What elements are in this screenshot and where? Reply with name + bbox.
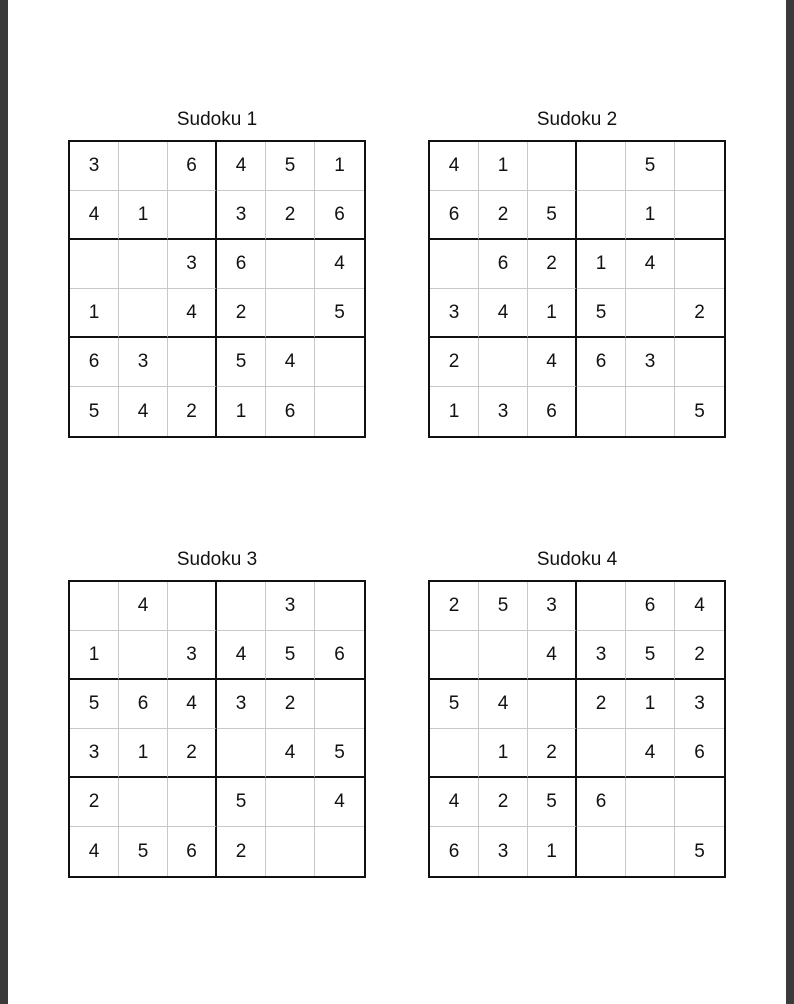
sudoku-cell [168, 582, 217, 631]
sudoku-cell [217, 729, 266, 778]
sudoku-cell: 5 [70, 680, 119, 729]
sudoku-cell: 4 [119, 387, 168, 436]
sudoku-cell [479, 631, 528, 680]
sudoku-cell: 1 [70, 631, 119, 680]
sudoku-cell: 6 [70, 338, 119, 387]
sudoku-cell [315, 680, 364, 729]
worksheet-page [8, 0, 786, 1004]
sudoku-cell: 4 [266, 729, 315, 778]
sudoku-cell: 4 [168, 289, 217, 338]
sudoku-cell: 3 [70, 142, 119, 191]
sudoku-cell [626, 289, 675, 338]
sudoku-cell [119, 240, 168, 289]
sudoku-cell [675, 240, 724, 289]
sudoku-cell: 5 [694, 840, 705, 862]
sudoku-puzzle-4 [428, 548, 726, 878]
sudoku-cell: 2 [168, 387, 217, 436]
sudoku-cell [266, 240, 315, 289]
sudoku-cell: 2 [577, 680, 626, 729]
sudoku-cell: 4 [626, 240, 675, 289]
sudoku-cell: 3 [217, 680, 266, 729]
sudoku-cell: 5 [266, 631, 315, 680]
sudoku-cell [577, 142, 626, 191]
sudoku-cell: 3 [217, 191, 266, 240]
sudoku-cell [315, 338, 364, 387]
sudoku-cell: 1 [217, 387, 266, 436]
sudoku-cell: 3 [675, 680, 724, 729]
sudoku-cell: 1 [479, 142, 528, 191]
sudoku-cell: 4 [626, 729, 675, 778]
sudoku-cell [577, 729, 626, 778]
sudoku-cell: 6 [577, 778, 626, 827]
sudoku-cell: 3 [479, 827, 528, 876]
sudoku-cell: 6 [626, 582, 675, 631]
sudoku-cell [315, 827, 364, 876]
sudoku-cell: 6 [168, 827, 217, 876]
sudoku-grid [68, 140, 366, 438]
puzzle-title: Sudoku 4 [536, 549, 618, 570]
sudoku-cell: 5 [528, 191, 577, 240]
sudoku-cell: 3 [119, 338, 168, 387]
puzzle-title: Sudoku 1 [176, 109, 258, 130]
sudoku-cell: 1 [70, 289, 119, 338]
sudoku-cell: 2 [479, 191, 528, 240]
sudoku-cell: 4 [479, 289, 528, 338]
sudoku-cell: 4 [430, 778, 479, 827]
sudoku-cell: 2 [479, 778, 528, 827]
sudoku-cell: 4 [217, 142, 266, 191]
sudoku-cell: 1 [479, 729, 528, 778]
sudoku-cell: 1 [430, 387, 479, 436]
sudoku-cell: 6 [577, 338, 626, 387]
sudoku-cell [479, 338, 528, 387]
sudoku-cell: 3 [430, 289, 479, 338]
sudoku-cell: 3 [168, 631, 217, 680]
sudoku-cell [217, 582, 266, 631]
sudoku-cell: 4 [266, 338, 315, 387]
sudoku-cell: 4 [315, 778, 364, 827]
sudoku-cell: 4 [70, 827, 119, 876]
sudoku-cell: 6 [430, 191, 479, 240]
sudoku-cell: 5 [528, 778, 577, 827]
sudoku-cell: 2 [430, 582, 479, 631]
sudoku-cell: 1 [528, 827, 577, 876]
sudoku-cell: 2 [675, 289, 724, 338]
sudoku-cell [315, 582, 364, 631]
sudoku-cell [168, 778, 217, 827]
sudoku-cell [675, 142, 724, 191]
sudoku-cell: 4 [479, 680, 528, 729]
sudoku-cell: 3 [168, 240, 217, 289]
sudoku-cell: 1 [626, 680, 675, 729]
sudoku-cell: 5 [119, 827, 168, 876]
sudoku-cell: 5 [315, 729, 364, 778]
sudoku-cell: 4 [217, 631, 266, 680]
sudoku-cell [430, 729, 479, 778]
sudoku-grid [68, 580, 366, 878]
sudoku-cell: 2 [675, 631, 724, 680]
sudoku-cell: 4 [119, 582, 168, 631]
sudoku-cell: 6 [217, 240, 266, 289]
sudoku-cell: 6 [479, 240, 528, 289]
sudoku-cell [626, 827, 675, 876]
sudoku-grid [428, 140, 726, 438]
sudoku-cell [675, 778, 724, 827]
sudoku-cell: 3 [577, 631, 626, 680]
sudoku-cell [70, 582, 119, 631]
sudoku-cell [266, 289, 315, 338]
sudoku-cell [528, 142, 577, 191]
sudoku-cell [266, 827, 315, 876]
sudoku-cell: 2 [266, 191, 315, 240]
sudoku-cell [577, 387, 626, 436]
sudoku-cell: 2 [168, 729, 217, 778]
sudoku-cell: 1 [315, 142, 364, 191]
sudoku-cell: 6 [528, 387, 577, 436]
sudoku-cell: 1 [626, 191, 675, 240]
sudoku-cell [168, 338, 217, 387]
sudoku-cell: 4 [675, 582, 724, 631]
sudoku-cell [577, 582, 626, 631]
sudoku-cell: 5 [315, 289, 364, 338]
sudoku-cell [577, 191, 626, 240]
sudoku-cell: 4 [315, 240, 364, 289]
sudoku-cell: 6 [168, 142, 217, 191]
sudoku-cell [119, 778, 168, 827]
sudoku-cell: 5 [577, 289, 626, 338]
sudoku-cell: 3 [479, 387, 528, 436]
sudoku-cell [168, 191, 217, 240]
sudoku-cell: 1 [528, 289, 577, 338]
sudoku-cell: 5 [217, 338, 266, 387]
sudoku-cell: 2 [266, 680, 315, 729]
sudoku-cell: 5 [70, 387, 119, 436]
sudoku-cell: 2 [528, 729, 577, 778]
sudoku-cell: 1 [119, 729, 168, 778]
sudoku-cell: 2 [528, 240, 577, 289]
sudoku-cell: 6 [430, 827, 479, 876]
sudoku-cell [626, 387, 675, 436]
sudoku-cell: 5 [266, 142, 315, 191]
sudoku-cell: 1 [577, 240, 626, 289]
sudoku-cell [675, 338, 724, 387]
sudoku-cell: 4 [168, 680, 217, 729]
sudoku-cell: 4 [430, 142, 479, 191]
sudoku-cell [577, 827, 626, 876]
sudoku-cell: 3 [266, 582, 315, 631]
sudoku-cell: 6 [266, 387, 315, 436]
sudoku-cell [119, 631, 168, 680]
sudoku-cell [626, 778, 675, 827]
sudoku-cell: 3 [528, 582, 577, 631]
puzzle-title: Sudoku 2 [536, 109, 618, 130]
sudoku-cell: 3 [70, 729, 119, 778]
sudoku-puzzle-1 [68, 108, 366, 438]
sudoku-cell: 5 [217, 778, 266, 827]
sudoku-cell: 1 [119, 191, 168, 240]
sudoku-cell: 3 [626, 338, 675, 387]
sudoku-cell: 2 [217, 827, 266, 876]
sudoku-cell: 5 [626, 631, 675, 680]
sudoku-cell: 4 [528, 631, 577, 680]
sudoku-cell: 6 [315, 191, 364, 240]
sudoku-cell: 2 [217, 289, 266, 338]
sudoku-cell: 4 [528, 338, 577, 387]
sudoku-cell: 2 [430, 338, 479, 387]
sudoku-cell [119, 142, 168, 191]
sudoku-cell: 5 [430, 680, 479, 729]
sudoku-cell [119, 289, 168, 338]
sudoku-cell: 6 [315, 631, 364, 680]
sudoku-puzzle-3 [68, 548, 366, 878]
puzzle-title: Sudoku 3 [176, 549, 258, 570]
sudoku-cell [430, 631, 479, 680]
sudoku-cell [430, 240, 479, 289]
sudoku-puzzle-2 [428, 108, 726, 438]
sudoku-cell [266, 778, 315, 827]
sudoku-cell [70, 240, 119, 289]
sudoku-cell: 5 [479, 582, 528, 631]
sudoku-grid [428, 580, 726, 878]
sudoku-cell: 6 [675, 729, 724, 778]
sudoku-cell: 5 [694, 400, 705, 422]
sudoku-cell: 5 [626, 142, 675, 191]
sudoku-cell: 2 [70, 778, 119, 827]
sudoku-cell: 4 [70, 191, 119, 240]
sudoku-cell [528, 680, 577, 729]
sudoku-cell [675, 191, 724, 240]
sudoku-cell [315, 387, 364, 436]
sudoku-cell: 6 [119, 680, 168, 729]
